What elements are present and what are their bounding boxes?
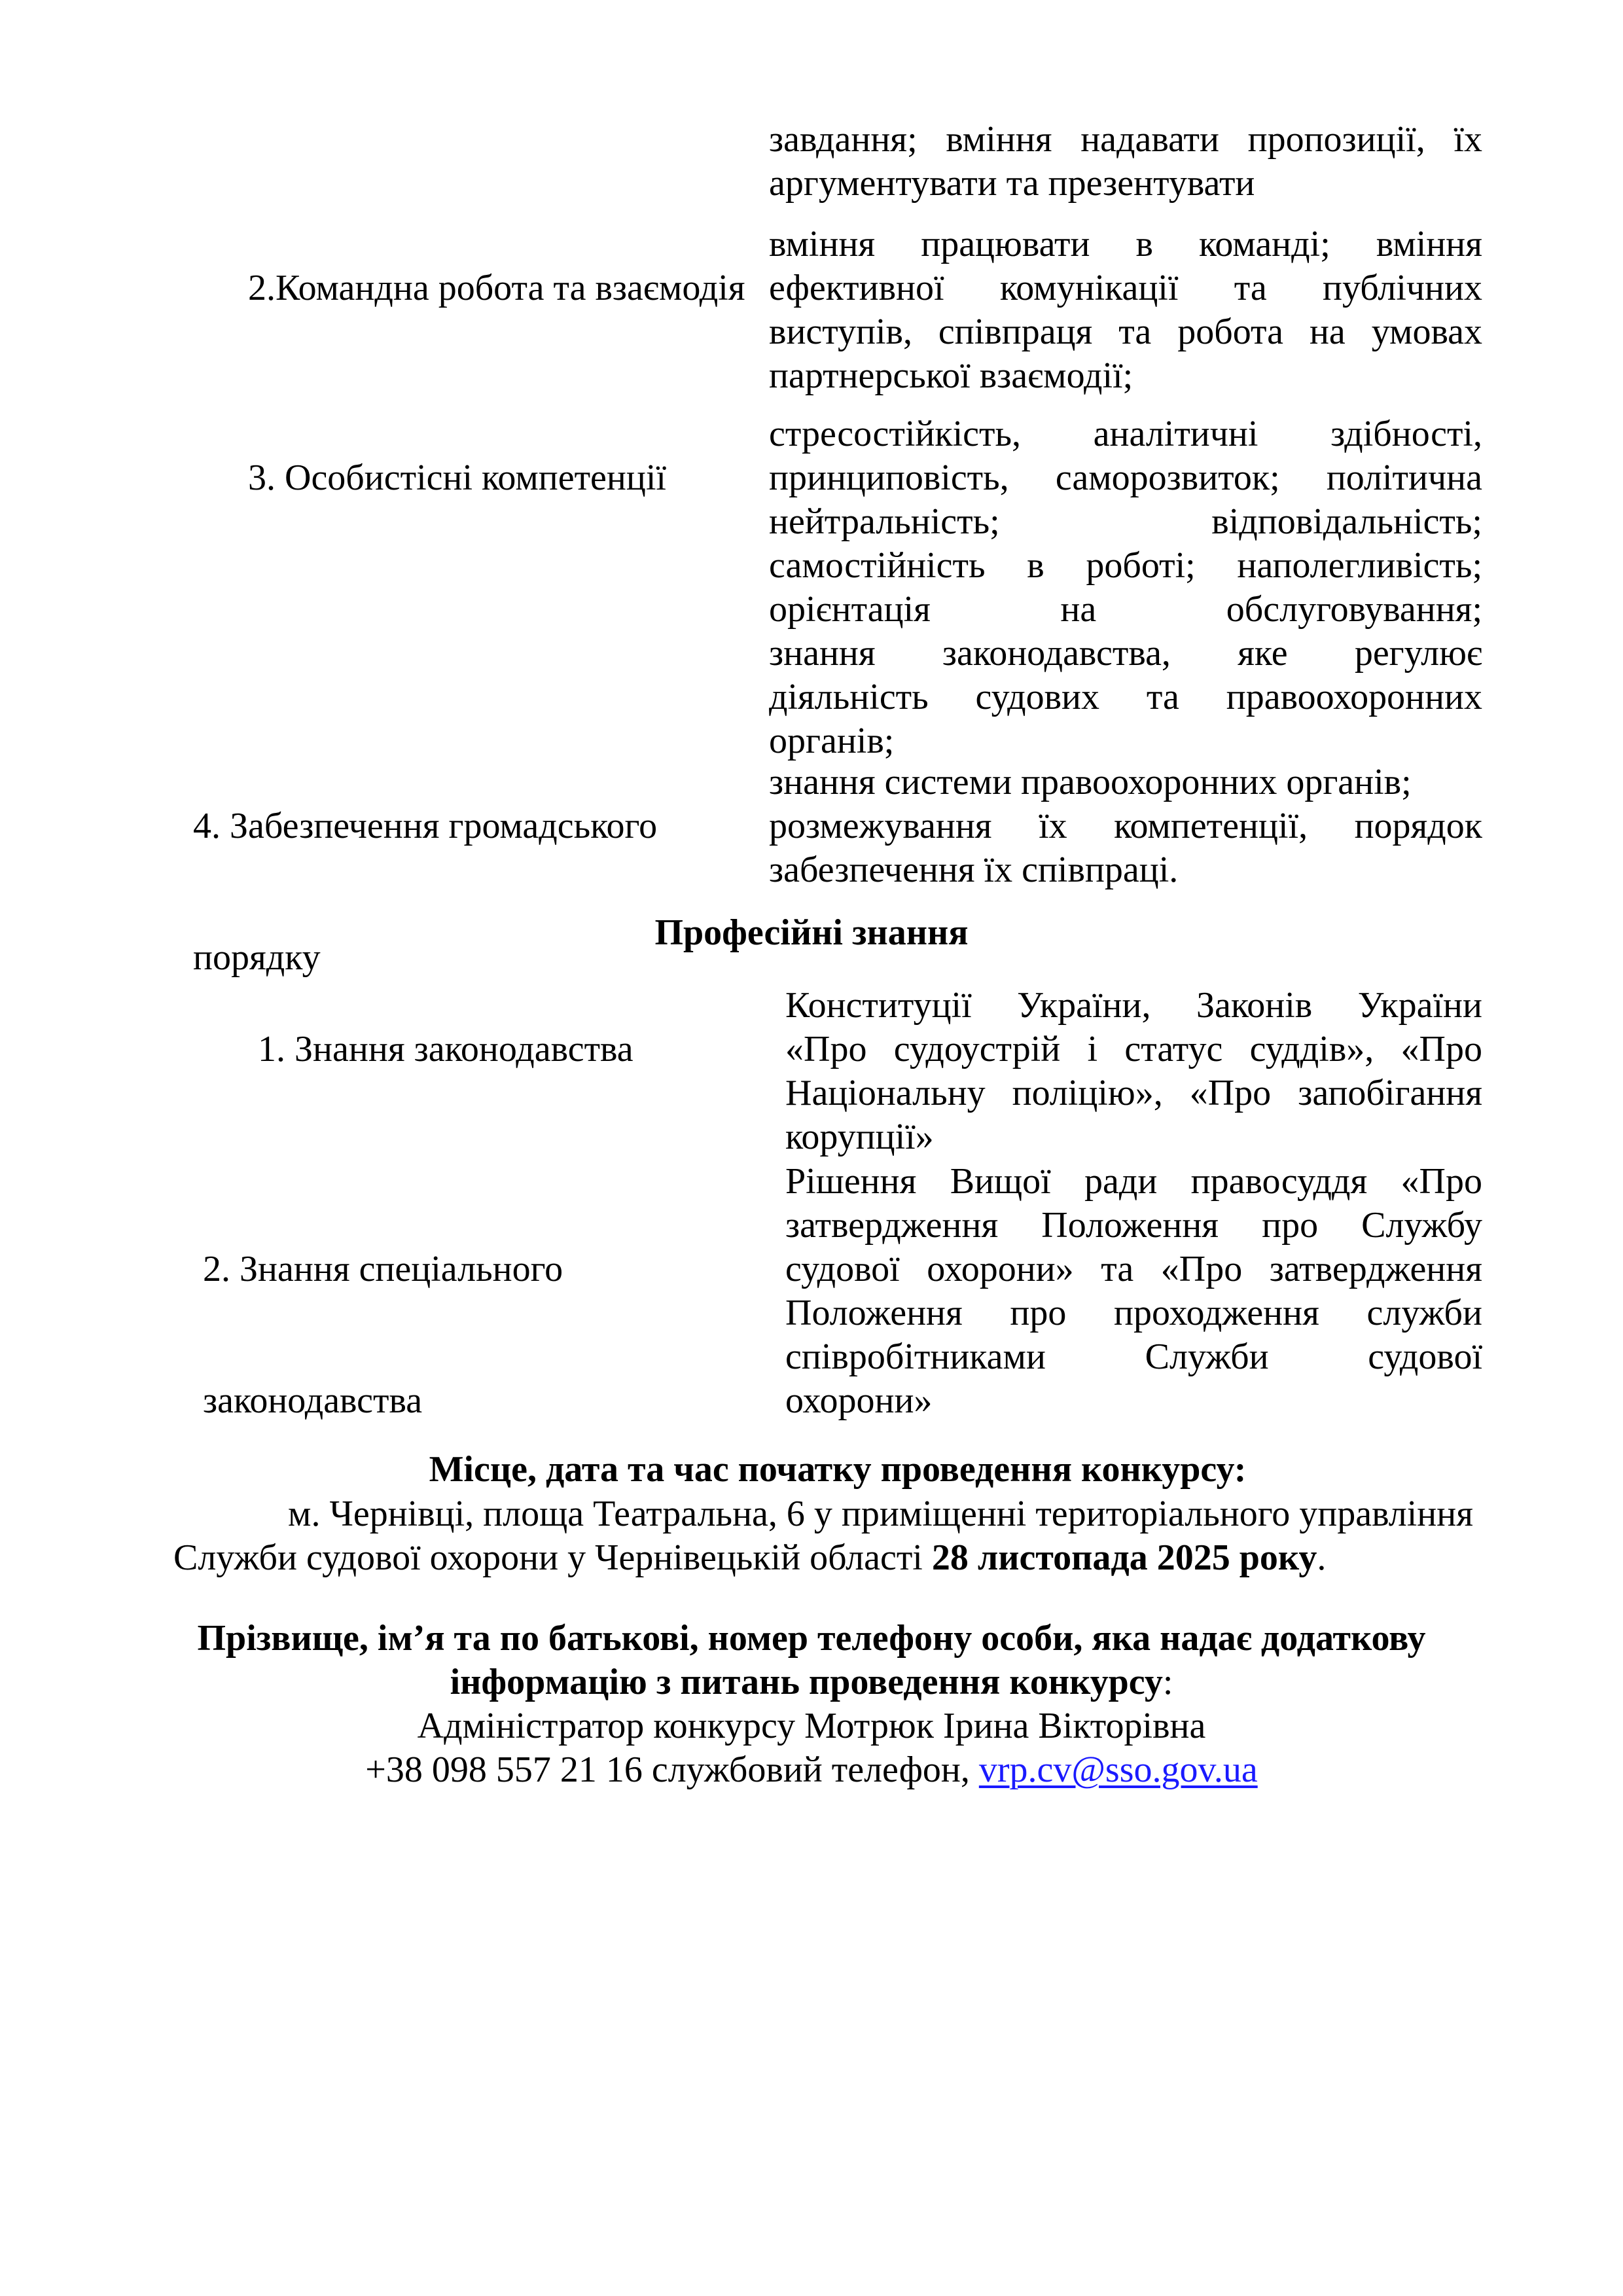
- competency-description-personal: стресостійкість, аналітичні здібності, принциповість, саморозвиток; політична нейтральність; відповідальність; самостійність в роботі; наполегливість; орієнтація на обслуговування; знання законодавства, яке регулює діяльність судових та правоохоронних органів;: [769, 414, 1482, 761]
- venue-date: 28 листопада 2025 року: [931, 1537, 1317, 1578]
- contact-heading-line1: Прізвище, ім’я та по батькові, номер телефону особи, яка надає додаткову: [197, 1618, 1426, 1659]
- competency-label-teamwork: 2.Командна робота та взаємодія: [248, 268, 745, 308]
- contact-heading-line2: інформацію з питань проведення конкурсу:: [450, 1662, 1173, 1702]
- knowledge-label-special-legislation: 2. Знання спеціального законодавства: [203, 1249, 563, 1421]
- contact-email-link[interactable]: vrp.cv@sso.gov.ua: [978, 1749, 1258, 1790]
- knowledge-label-legislation: 1. Знання законодавства: [258, 1029, 633, 1069]
- competency-description-public-order: знання системи правоохоронних органів; розмежування їх компетенції, порядок забезпечення їх співпраці.: [769, 762, 1482, 890]
- contact-phone-email: [0, 1748, 1623, 1792]
- knowledge-description-special-legislation: Рішення Вищої ради правосуддя «Про затвердження Положення про Службу судової охорони» та «Про затвердження Положення про проходження служби співробітниками Служби судової охорони»: [785, 1161, 1482, 1421]
- competency-description-teamwork: вміння працювати в команді; вміння ефективної комунікації та публічних виступів, співпраця та робота на умовах партнерської взаємодії;: [769, 224, 1482, 396]
- venue-address-line1: м. Чернівці, площа Театральна, 6 у приміщенні територіального управління: [288, 1494, 1474, 1534]
- knowledge-description-legislation: Конституції України, Законів України «Про судоустрій і статус суддів», «Про Національну поліцію», «Про запобігання корупції»: [785, 985, 1482, 1157]
- competency-label-personal: 3. Особистісні компетенції: [248, 457, 666, 498]
- contact-administrator: Адміністратор конкурсу Мотрюк Ірина Вікторівна: [417, 1706, 1206, 1746]
- competency-label-public-order: 4. Забезпечення громадського порядку: [193, 806, 658, 978]
- professional-knowledge-heading: Професійні знання: [654, 912, 969, 953]
- venue-address-line2: Служби судової охорони у Чернівецькій області 28 листопада 2025 року.: [173, 1537, 1327, 1578]
- contact-phone: +38 098 557 21 16 службовий телефон,: [365, 1749, 979, 1790]
- venue-heading: Місце, дата та час початку проведення конкурсу:: [429, 1449, 1247, 1490]
- competency-description-1-continued: завдання; вміння надавати пропозиції, їх аргументувати та презентувати: [769, 119, 1482, 204]
